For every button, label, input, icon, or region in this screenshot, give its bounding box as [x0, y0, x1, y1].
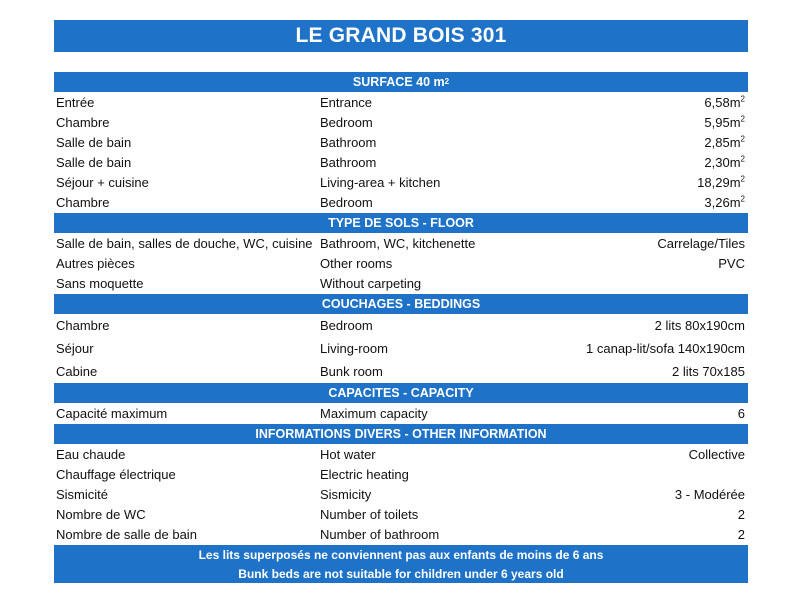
section-title: INFORMATIONS DIVERS - OTHER INFORMATION — [255, 427, 547, 441]
label-fr: Salle de bain — [56, 134, 132, 150]
value: 3 - Modérée — [674, 486, 745, 502]
value: 3,26m — [704, 194, 741, 210]
table-row — [54, 112, 748, 132]
value-cell — [580, 176, 748, 189]
value: 2 lits 70x185 — [672, 363, 745, 379]
label-en: Bunk room — [320, 363, 383, 379]
label-fr: Chambre — [56, 194, 110, 210]
table-row — [54, 253, 748, 273]
label-en: Maximum capacity — [320, 405, 428, 421]
label-fr: Nombre de WC — [56, 506, 146, 522]
value: 2 — [737, 526, 745, 542]
table-row — [54, 403, 748, 423]
label-fr: Salle de bain — [56, 154, 132, 170]
value: Carrelage/Tiles — [657, 235, 745, 251]
value-cell — [580, 136, 748, 149]
label-en: Sismicity — [320, 486, 372, 502]
table-row — [54, 314, 748, 337]
label-en: Entrance — [320, 94, 373, 110]
label-fr: Séjour + cuisine — [56, 174, 149, 190]
label-en: Bathroom, WC, kitchenette — [320, 235, 476, 251]
value-superscript: 2 — [740, 174, 745, 184]
label-en: Number of bathroom — [320, 526, 440, 542]
label-fr: Chambre — [56, 114, 110, 130]
value-superscript: 2 — [740, 94, 745, 104]
label-fr: Eau chaude — [56, 446, 126, 462]
label-en: Electric heating — [320, 466, 409, 482]
section-title: TYPE DE SOLS - FLOOR — [328, 216, 474, 230]
label-en: Living-area + kitchen — [320, 174, 441, 190]
table-row — [54, 92, 748, 112]
label-fr: Chambre — [56, 318, 110, 333]
label-fr: Nombre de salle de bain — [56, 526, 197, 542]
section-header-floor — [54, 212, 748, 233]
table-row — [54, 273, 748, 293]
warning-line-en: Bunk beds are not suitable for children under 6 years old — [238, 566, 564, 581]
value-cell — [580, 156, 748, 169]
value: PVC — [718, 255, 745, 271]
table-row — [54, 464, 748, 484]
label-en: Bathroom — [320, 154, 377, 170]
value: 2 lits 80x190cm — [654, 318, 745, 333]
label-fr: Séjour — [56, 341, 94, 356]
label-fr: Entrée — [56, 94, 95, 110]
section-header-capacity — [54, 382, 748, 403]
value-superscript: 2 — [740, 154, 745, 164]
label-fr: Sans moquette — [56, 275, 144, 291]
label-en: Bedroom — [320, 194, 373, 210]
label-fr: Chauffage électrique — [56, 466, 176, 482]
value: 2 — [737, 506, 745, 522]
value: 2,85m — [704, 134, 741, 150]
label-fr: Cabine — [56, 363, 98, 379]
page-title: LE GRAND BOIS 301 — [54, 20, 748, 52]
label-en: Other rooms — [320, 255, 393, 271]
label-en: Hot water — [320, 446, 376, 462]
table-row — [54, 233, 748, 253]
label-fr: Capacité maximum — [56, 405, 168, 421]
section-header-beddings — [54, 293, 748, 314]
bunk-bed-warning — [54, 544, 748, 583]
value: Collective — [688, 446, 745, 462]
value-superscript: 2 — [740, 194, 745, 204]
value-cell — [580, 96, 748, 109]
value: 6,58m — [704, 94, 741, 110]
table-row — [54, 360, 748, 382]
value: 6 — [737, 405, 745, 421]
table-row — [54, 192, 748, 212]
section-title: CAPACITES - CAPACITY — [328, 386, 474, 400]
value: 1 canap-lit/sofa 140x190cm — [586, 341, 745, 356]
value: 2,30m — [704, 154, 741, 170]
info-sheet — [54, 71, 748, 583]
label-en: Number of toilets — [320, 506, 419, 522]
value: 5,95m — [704, 114, 741, 130]
value-cell — [580, 116, 748, 129]
label-en: Living-room — [320, 341, 388, 356]
label-fr: Salle de bain, salles de douche, WC, cuisine — [56, 235, 313, 251]
table-row — [54, 484, 748, 504]
table-row — [54, 152, 748, 172]
table-row — [54, 132, 748, 152]
label-fr: Autres pièces — [56, 255, 135, 271]
value-superscript: 2 — [740, 134, 745, 144]
value: 18,29m — [697, 174, 741, 190]
label-en: Bedroom — [320, 318, 373, 333]
warning-line-fr: Les lits superposés ne conviennent pas aux enfants de moins de 6 ans — [198, 547, 604, 562]
section-title: COUCHAGES - BEDDINGS — [321, 297, 481, 311]
table-row — [54, 504, 748, 524]
label-en: Bedroom — [320, 114, 373, 130]
value-superscript: 2 — [740, 114, 745, 124]
section-header-other — [54, 423, 748, 444]
label-en: Without carpeting — [320, 275, 422, 291]
value-cell — [580, 196, 748, 209]
section-title: SURFACE 40 m — [352, 75, 445, 89]
table-row — [54, 172, 748, 192]
section-header-surface: SURFACE 40 m 2 — [54, 71, 748, 92]
label-fr: Sismicité — [56, 486, 109, 502]
table-row — [54, 524, 748, 544]
table-row — [54, 337, 748, 360]
label-en: Bathroom — [320, 134, 377, 150]
table-row — [54, 444, 748, 464]
